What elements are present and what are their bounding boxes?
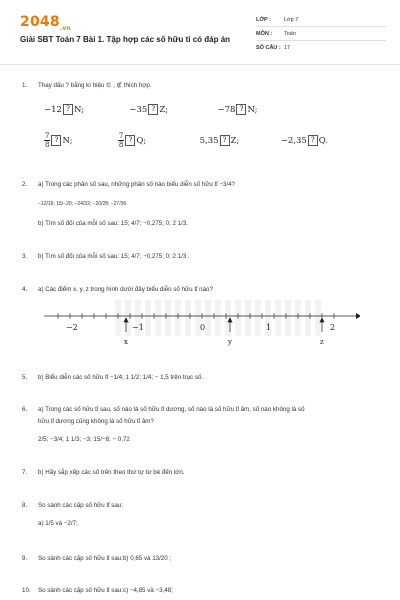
q2-fractions: −12/16; 15/−20; −24/32; −20/28; −27/36 [38,201,127,207]
tick-label-m2: −2 [66,323,78,332]
point-label-z: z [320,338,324,346]
q1-row-1: −12 ? N; −35 ? Z; −78 ? N; [44,105,258,115]
tick-label-0: 0 [200,323,206,332]
meta-lop: LỚP : Lớp 7 [256,17,299,23]
tick-label-1: 1 [266,323,272,332]
question-5: 5. b) Biểu diễn các số hữu tỉ −1/4; 1 1/2; 1/4; − 1,5 trên trục số. [22,374,204,381]
divider [256,26,386,27]
question-10: 10. So sánh các cặp số hữu tỉ sau:c) −4,85 và −3,48; [22,587,173,594]
page-title: Giải SBT Toán 7 Bài 1. Tập hợp các số hữu tỉ có đáp án [20,35,231,44]
q8a-text: a) 1/5 và −2/7; [38,520,78,527]
q6-values: 2/5; −3/4; 1 1/3; −3; 15/−8; − 0,72 [38,436,130,443]
point-label-y: y [228,338,232,346]
question-1: 1. Thay dấu ? bằng kí hiệu ∈ , ∉ thích hợp. [22,82,152,89]
answer-box[interactable]: ? [308,135,318,146]
question-3: 3. b) Tìm số đối của mỗi số sau: 15; 4/7; −0,275; 0; 2 1/3 . [22,253,190,260]
question-4: 4. a) Các điểm x, y, z trong hình dưới đây biểu diễn số hữu tỉ nào? [22,286,213,293]
question-2: 2. a) Trong các phân số sau, những phân số nào biểu diễn số hữu tỉ −3/4? [22,181,235,188]
question-9: 9. So sánh các cặp số hữu tỉ sau:b) 0,65 và 13/20 ; [22,555,172,562]
q2b-text: b) Tìm số đối của mỗi số sau: 15; 4/7; −0,275; 0; 2 1/3. [38,220,189,227]
q6-text-2: hữu tỉ dương cũng không là số hữu tỉ âm? [38,418,154,425]
page-header [0,0,400,65]
tick-label-2: 2 [330,323,336,332]
tick-label-m1: −1 [132,323,144,332]
answer-box[interactable]: ? [63,104,73,115]
divider [256,40,386,41]
question-8: 8. So sánh các cặp số hữu tỉ sau: [22,502,123,509]
point-label-x: x [124,338,128,346]
meta-socau: SỐ CÂU : 17 [256,45,291,51]
question-7: 7. b) Hãy sắp xếp các số trên theo thứ tự từ bé đến lớn. [22,469,185,476]
number-line [40,300,360,350]
question-6: 6. a) Trong các số hữu tỉ sau, số nào là số hữu tỉ dương, số nào là số hữu tỉ âm, số nào không là số [22,406,305,413]
q1-row-2: $\frac{7}{8}$ ? N; $\frac{7}{8}$ ? Q; 5,35 ? Z; −2,35 ? Q. [45,132,329,149]
answer-box[interactable]: ? [236,104,246,115]
answer-box[interactable]: ? [51,135,61,146]
answer-box[interactable]: ? [148,104,158,115]
answer-box[interactable]: ? [125,135,135,146]
answer-box[interactable]: ? [220,135,230,146]
logo[interactable]: $2048_{.vn}$ [20,14,71,32]
meta-mon: MÔN : Toán [256,31,296,37]
